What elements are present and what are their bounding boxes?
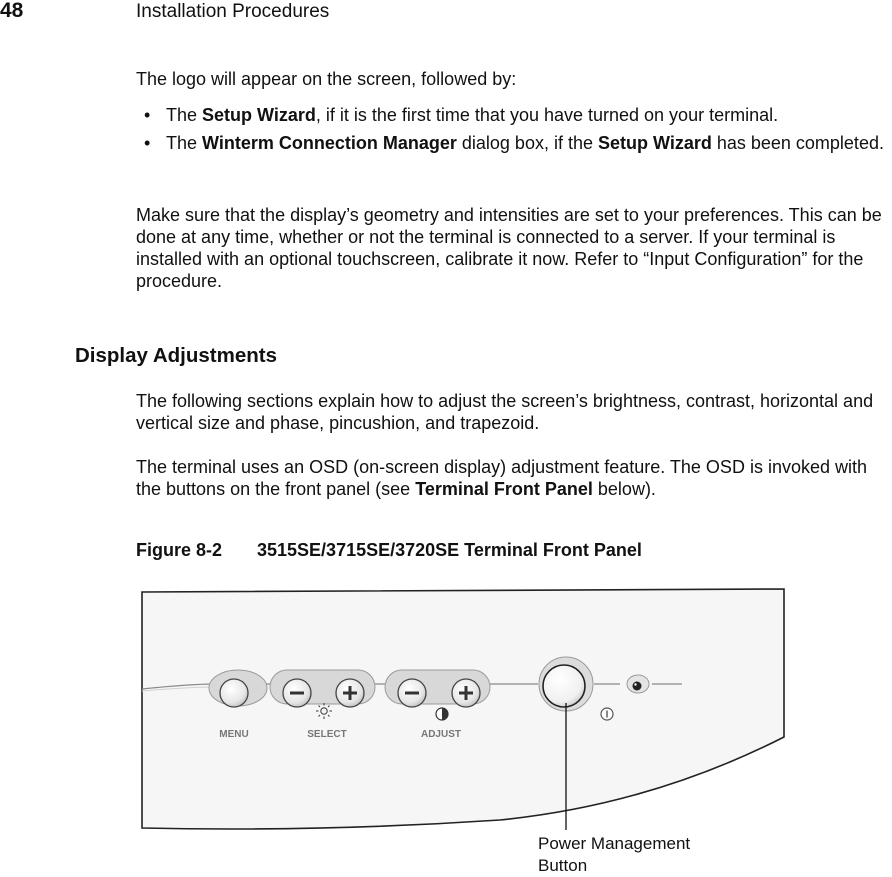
panel-bezel bbox=[142, 589, 784, 829]
power-management-callout bbox=[538, 833, 690, 877]
running-title: Installation Procedures bbox=[136, 1, 330, 22]
power-led-indicator bbox=[633, 682, 642, 691]
list-item bbox=[136, 132, 892, 154]
list-item bbox=[136, 104, 892, 126]
section-heading: Display Adjustments bbox=[75, 344, 278, 367]
display-settings-paragraph: Make sure that the display’s geometry and intensities are set to your preferences. This can be done at any time, whether or not the terminal is connected to a server. If your terminal is installed with an optional touchscreen, calibrate it now. Refer to “Input Configuration” for the procedure. bbox=[136, 205, 882, 291]
bullet-marker: • bbox=[144, 105, 151, 125]
menu-label: MENU bbox=[219, 729, 249, 740]
bullet-text: , if it is the first time that you have turned on your terminal. bbox=[315, 105, 779, 125]
power-management-button bbox=[543, 665, 585, 707]
minus-icon bbox=[290, 692, 304, 695]
menu-button bbox=[220, 679, 248, 707]
bullet-marker: • bbox=[144, 133, 151, 153]
figure-title: 3515SE/3715SE/3720SE Terminal Front Panel bbox=[257, 540, 642, 560]
intro-paragraph: The logo will appear on the screen, followed by: bbox=[136, 69, 517, 89]
bullet-text: has been completed. bbox=[711, 133, 884, 153]
osd-text: below). bbox=[592, 479, 656, 499]
front-panel-link[interactable]: Terminal Front Panel bbox=[415, 479, 593, 499]
osd-text: The terminal uses an OSD (on-screen display) adjustment feature. The OSD is invoked with the buttons on the front panel (see bbox=[136, 457, 867, 499]
figure-caption bbox=[136, 540, 642, 561]
adjust-label: ADJUST bbox=[420, 729, 462, 740]
osd-paragraph bbox=[136, 456, 892, 500]
page-number: 48 bbox=[0, 0, 24, 22]
bullet-bold-term: Winterm Connection Manager bbox=[202, 133, 457, 153]
contrast-icon bbox=[436, 708, 448, 720]
adjustments-paragraph: The following sections explain how to adjust the screen’s brightness, contrast, horizontal and vertical size and phase, pincushion, and trapezoid. bbox=[136, 391, 874, 433]
bullet-text: dialog box, if the bbox=[456, 133, 598, 153]
bullet-bold-term: Setup Wizard bbox=[202, 105, 316, 125]
callout-line: Power Management bbox=[538, 834, 691, 853]
callout-line: Button bbox=[538, 856, 588, 875]
minus-icon bbox=[405, 692, 419, 695]
select-label: SELECT bbox=[307, 729, 347, 740]
bullet-text: The bbox=[166, 133, 203, 153]
figure-number: Figure 8-2 bbox=[136, 540, 223, 560]
bullet-bold-term: Setup Wizard bbox=[597, 133, 712, 153]
bullet-list bbox=[136, 104, 892, 160]
bullet-text: The bbox=[166, 105, 203, 125]
front-panel-illustration bbox=[0, 580, 892, 870]
power-icon bbox=[601, 708, 613, 720]
